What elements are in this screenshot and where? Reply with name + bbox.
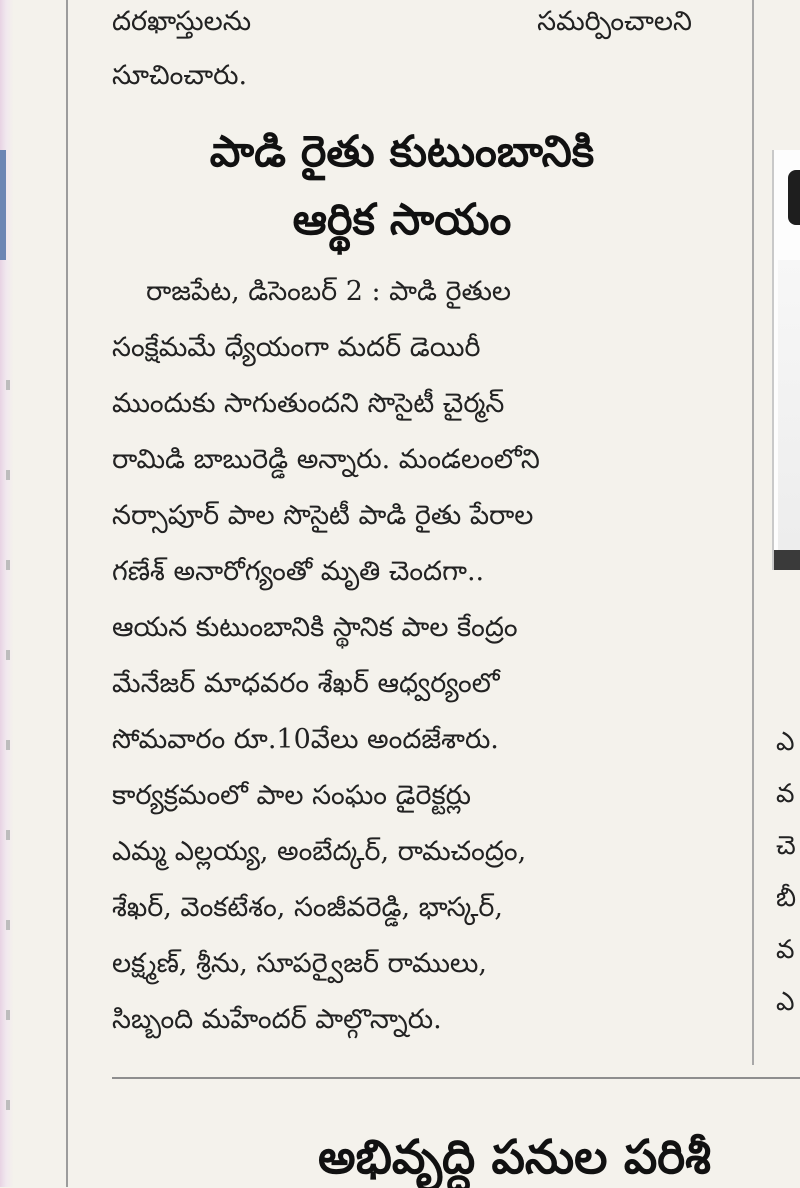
body-line: లక్ష్మణ్, శ్రీను, సూపర్వైజర్ రాములు, (112, 948, 487, 979)
adjacent-char: చె (776, 831, 796, 861)
intro-word: సూచించారు. (112, 60, 248, 91)
body-line: శేఖర్, వెంకటేశం, సంజీవరెడ్డి, భాస్కర్, (112, 892, 503, 923)
body-line: కార్యక్రమంలో పాల సంఘం డైరెక్టర్లు (112, 780, 471, 811)
adjacent-char: వ (776, 779, 795, 809)
adjacent-page-accent (0, 150, 6, 260)
next-article-headline: అభివృద్ధి పనుల పరిశీ (318, 1130, 711, 1185)
adjacent-page-edge (0, 0, 14, 1187)
adjacent-char: ఎ (776, 987, 795, 1017)
body-line: సిబ్బంది మహేందర్ పాల్గొన్నారు. (112, 1004, 442, 1035)
adjacent-char: వ (776, 935, 795, 965)
body-line: ముందుకు సాగుతుందని సొసైటీ చైర్మన్ (112, 388, 505, 419)
body-line: మేనేజర్ మాధవరం శేఖర్ ఆధ్వర్యంలో (112, 668, 500, 699)
intro-word: సమర్పించాలని (537, 6, 692, 37)
photo-dark-edge (774, 550, 800, 570)
adjacent-char: ఎ (776, 727, 795, 757)
article-headline-line-2: ఆర్థిక సాయం (292, 195, 512, 245)
section-divider (112, 1077, 800, 1079)
column-rule-left (66, 0, 68, 1187)
body-line: సంక్షేమమే ధ్యేయంగా మదర్ డెయిరీ (112, 332, 481, 363)
column-rule-right (752, 0, 754, 1065)
body-line: నర్సాపూర్ పాల సొసైటీ పాడి రైతు పేరాల (112, 500, 534, 531)
intro-line-1 (112, 0, 692, 50)
body-line: సోమవారం రూ.10వేలు అందజేశారు. (112, 724, 499, 755)
article-headline-line-1: పాడి రైతు కుటుంబానికి (209, 127, 595, 177)
intro-line-2 (112, 48, 692, 104)
body-line: ఆయన కుటుంబానికి స్థానిక పాల కేంద్రం (112, 612, 518, 643)
intro-word: దరఖాస్తులను (112, 6, 252, 37)
adjacent-char: బీ (776, 883, 797, 913)
body-line: గణేశ్ అనారోగ్యంతో మృతి చెందగా.. (112, 556, 485, 587)
photo-light-region (778, 260, 800, 570)
body-line: ఎమ్మ ఎల్లయ్య, అంబేద్కర్, రామచంద్రం, (112, 836, 527, 867)
body-line: రాజపేట, డిసెంబర్ 2 : పాడి రైతుల (146, 276, 512, 307)
body-line: రామిడి బాబురెడ్డి అన్నారు. మండలంలోని (112, 444, 540, 475)
adjacent-photo (772, 150, 800, 570)
photo-dark-region (788, 170, 800, 225)
